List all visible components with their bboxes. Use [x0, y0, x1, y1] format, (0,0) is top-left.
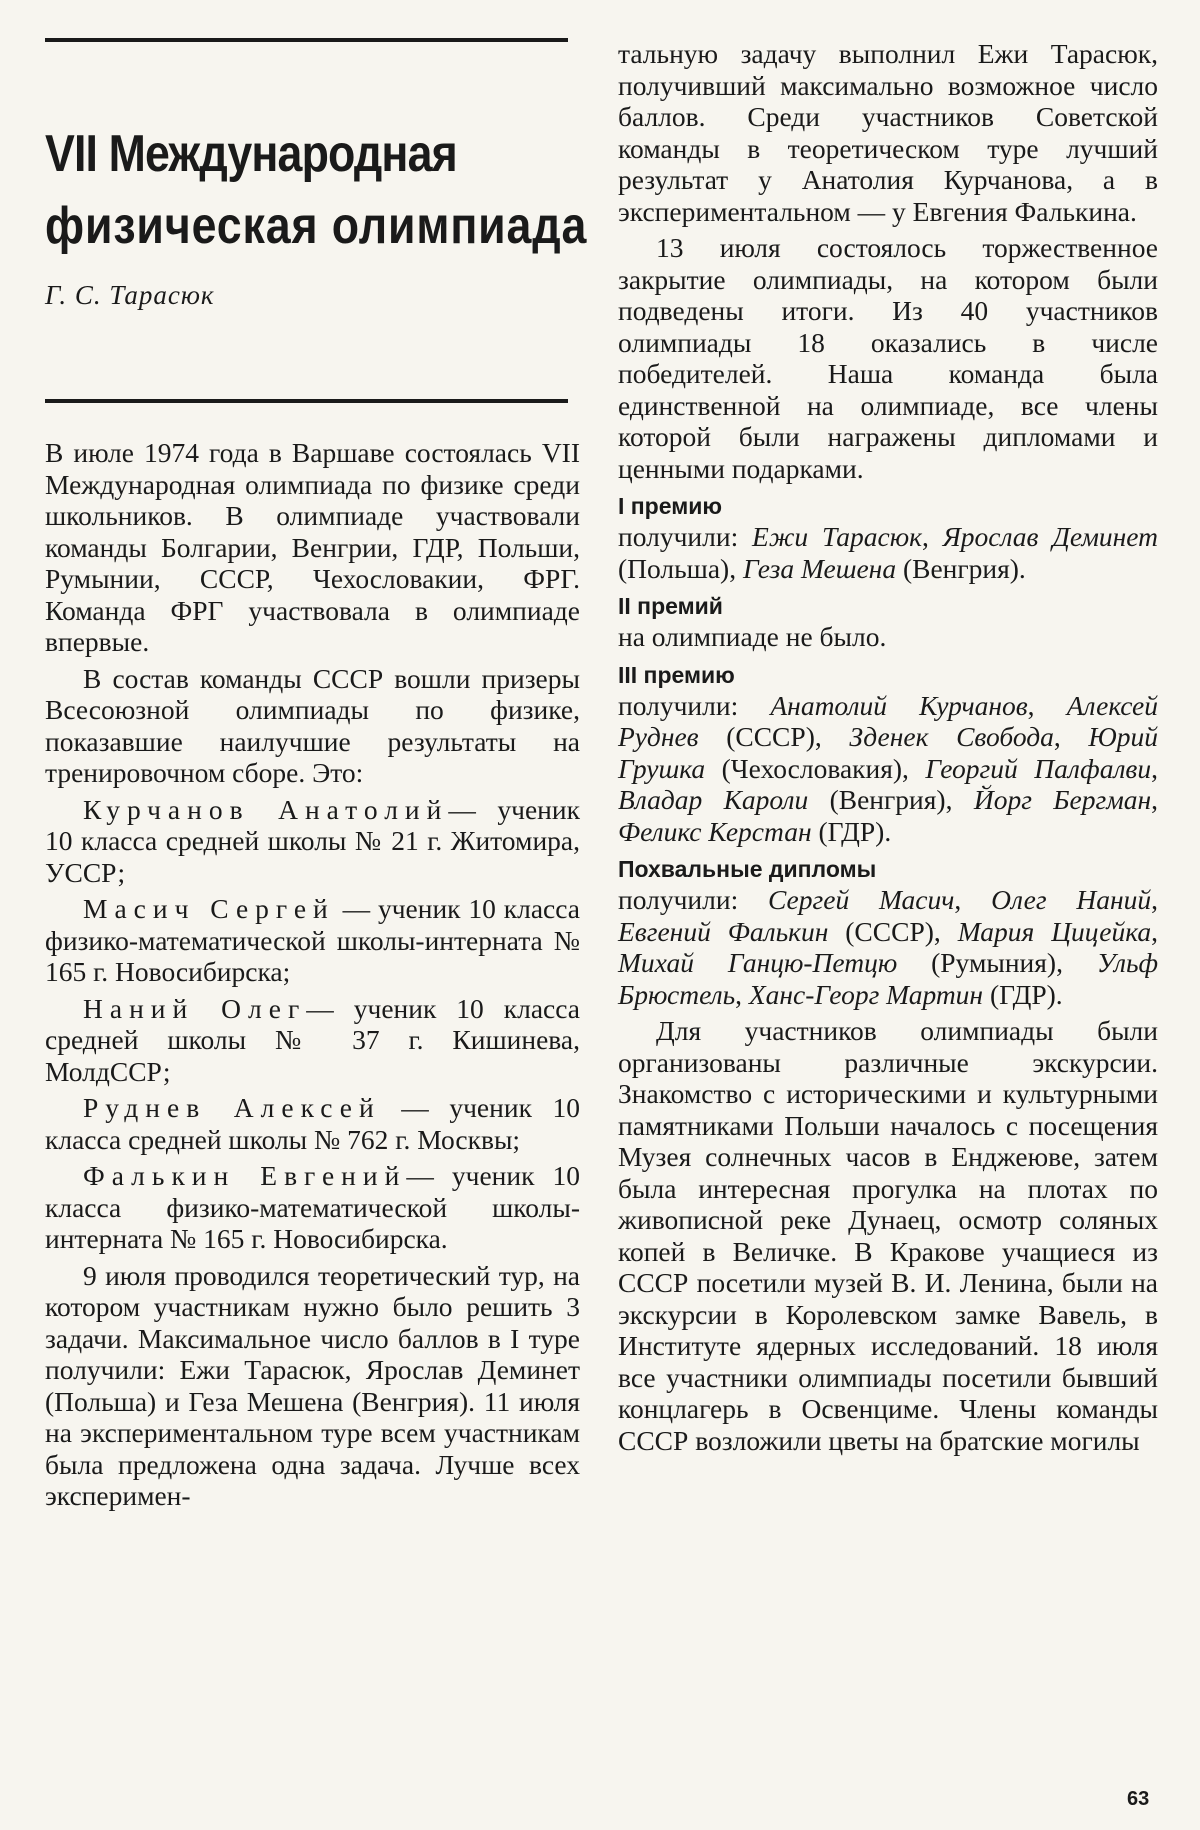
page-number: 63 [1127, 1788, 1150, 1810]
prize1-lead: получили: [618, 521, 753, 552]
member-entry [45, 794, 580, 889]
tour-paragraph: 9 июля проводился теоретический тур, на котором участникам нужно было решить 3 задачи. Максимальное число баллов в I туре получили: Ежи Тарасюк, Ярослав Деминет (Польша) и Геза Мешена (Венгрия). 11 июля на экспериментальном туре всем участникам была предложена одна задача. Лучше всех эксперимен- [45, 1259, 580, 1511]
prize3-winners [618, 690, 1158, 848]
member-name: Фалькин Евгений [83, 1160, 407, 1191]
winner-name: Ханс-Георг Мартин [748, 978, 984, 1010]
results-paragraph: тальную задачу выполнил Ежи Тарасюк, получивший максимально возможное число баллов. Среди участников Советской команды в теоретическом туре лучший результат у Анатолия Курчанова, а в экспериментальном — у Евгения Фалькина. [618, 38, 1158, 227]
separator: , [922, 521, 943, 552]
team-paragraph: В состав команды СССР вошли призеры Всесоюзной олимпиады по физике, показавшие наилучшие результаты на тренировочном сборе. Это: [45, 662, 580, 788]
title-bottom-rule [45, 399, 568, 403]
prize3-heading: III премию [618, 661, 735, 688]
winner-name: Алексей Руднев [618, 689, 1158, 752]
member-entry [45, 993, 580, 1088]
separator: , [1151, 884, 1158, 915]
prize1-heading: I премию [618, 493, 723, 519]
winner-name: Ярослав Деминет [942, 521, 1158, 552]
intro-paragraph: В июле 1974 года в Варшаве состоялась VII Международная олимпиада по физике среди школьников. В олимпиаде участвовали команды Болгарии, Венгрии, ГДР, Польши, Румынии, СССР, Чехословакии, ФРГ. Команда ФРГ участвовала в олимпиаде впервые. [45, 437, 580, 657]
separator: , [735, 978, 749, 1010]
prize3-lead: получили: [618, 689, 771, 721]
member-desc: — ученик 10 класса средней школы № 21 г. Житомира, УССР; [45, 793, 580, 888]
closing-paragraph: 13 июля состоялось торжественное закрытие олимпиады, на котором были подведены итоги. Из 40 участников олимпиады 18 оказались в числе победителей. Наша команда была единственной на олимпиаде, все члены которой были награжены дипломами и ценными подарками. [618, 232, 1158, 484]
country: (ГДР). [983, 978, 1063, 1010]
excursions-paragraph: Для участников олимпиады были организованы различные экскурсии. Знакомство с историческими и культурными памятниками Польши началось с посещения Музея солнечных часов в Енджеюве, затем была интересная прогулка на плотах по живописной реке Дунаец, осмотр соляных копей в Величке. В Кракове учащиеся из СССР посетили музей В. И. Ленина, были на экскурсии в Королевском замке Вавель, в Институте ядерных исследований. 18 июля все участники олимпиады посетили бывший концлагерь в Освенциме. Члены команды СССР возложили цветы на братские могилы [618, 1015, 1158, 1456]
winner-name: Георгий Палфалви [925, 752, 1152, 784]
winner-name: Зденек Свобода [849, 721, 1054, 752]
winner-name: Михай Ганцю-Петцю [618, 947, 898, 978]
winner-name: Владар Кароли [618, 784, 809, 815]
separator: , [1027, 689, 1067, 721]
country: (СССР), [828, 915, 958, 947]
prize1-winners [618, 521, 1158, 584]
country: (Польша), [618, 552, 743, 584]
prize2-heading: II премий [618, 593, 723, 619]
right-column [618, 38, 1158, 1461]
separator: , [1151, 784, 1159, 815]
diplomas-heading: Похвальные дипломы [618, 856, 877, 882]
winner-name: Феликс Керстан [618, 815, 812, 847]
member-name: Наний Олег [83, 992, 307, 1024]
winner-name: Юрий Грушка [618, 721, 1158, 784]
winner-name: Сергей Масич [768, 884, 955, 915]
winner-name: Геза Мешена [742, 552, 897, 584]
member-entry [45, 1092, 580, 1155]
title-line-2: физическая олимпиада [45, 197, 588, 255]
separator: , [1151, 915, 1158, 947]
winner-name: Мария Цицейка [957, 915, 1152, 947]
country: (СССР), [698, 721, 850, 752]
member-desc: — ученик 10 класса средней школы № 762 г. Москвы; [45, 1092, 580, 1155]
diplomas-lead: получили: [618, 884, 769, 915]
member-desc: — ученик 10 класса физико-математической школы-интерната № 165 г. Новосибирска. [45, 1160, 580, 1254]
top-rule [45, 38, 568, 42]
winner-name: Олег Наний [991, 884, 1152, 915]
left-column [45, 437, 580, 1517]
winner-name: Йорг Бергман [973, 784, 1152, 815]
member-entry [45, 893, 580, 988]
article-title [45, 118, 588, 262]
winner-name: Ульф Брюстель [618, 947, 1158, 1010]
country: (ГДР). [811, 815, 892, 847]
winner-name: Евгений Фалькин [618, 915, 829, 947]
member-name: Масич Сергей [83, 893, 335, 924]
country: (Румыния), [897, 947, 1097, 978]
separator: , [1053, 721, 1089, 752]
diplomas-winners [618, 884, 1158, 1010]
country: (Венгрия), [808, 784, 974, 815]
member-desc: — ученик 10 класса физико-математической школы-интерната № 165 г. Новосибирска; [45, 893, 580, 987]
author: Г. С. Тарасюк [45, 280, 215, 310]
winner-name: Ежи Тарасюк [752, 521, 922, 552]
member-desc: — ученик 10 класса средней школы № 37 г. Кишинева, МолдССР; [45, 992, 580, 1087]
member-name: Руднев Алексей [83, 1092, 381, 1123]
separator: , [954, 884, 992, 915]
prize2-text: на олимпиаде не было. [618, 621, 887, 652]
member-entry [45, 1160, 580, 1255]
separator: , [1151, 752, 1158, 784]
winner-name: Анатолий Курчанов [770, 689, 1028, 721]
member-name: Курчанов Анатолий [83, 793, 449, 825]
title-line-1: VII Международная [45, 125, 457, 183]
country: (Чехословакия), [705, 752, 926, 784]
country: (Венгрия). [896, 552, 1026, 584]
